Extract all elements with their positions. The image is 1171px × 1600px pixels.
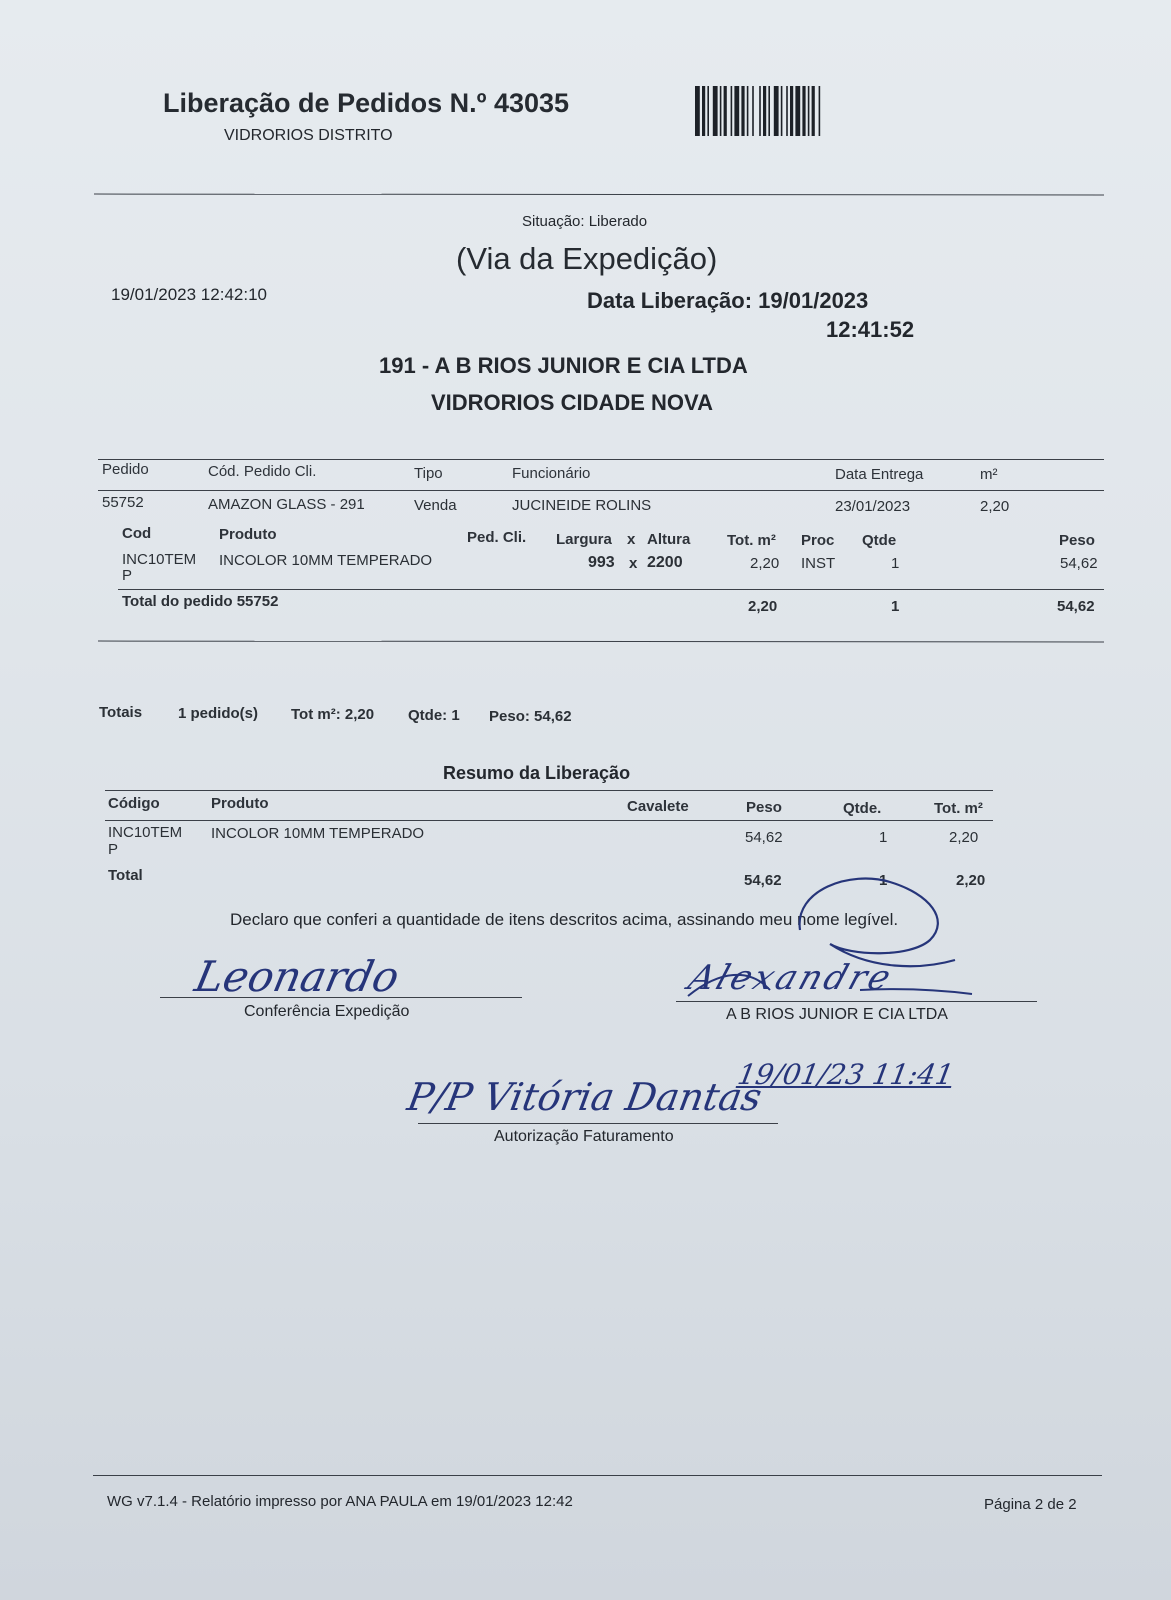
left-signature: Leonardo xyxy=(190,952,404,1001)
item-header-ped-cli: Ped. Cli. xyxy=(467,529,527,546)
summary-qtde: 1 xyxy=(879,829,888,846)
authorization-label: Autorização Faturamento xyxy=(494,1128,674,1145)
totals-m2: Tot m²: 2,20 xyxy=(291,706,375,723)
header-cod-pedido: Cód. Pedido Cli. xyxy=(208,463,317,480)
item-header-altura: Altura xyxy=(647,531,691,548)
handwritten-date: 19/01/23 11:41 xyxy=(735,1058,957,1091)
right-signature-label: A B RIOS JUNIOR E CIA LTDA xyxy=(726,1006,948,1023)
order-table-header-rule xyxy=(98,490,1104,491)
summary-product: INCOLOR 10MM TEMPERADO xyxy=(211,825,425,842)
authorization-line xyxy=(418,1123,778,1124)
item-width: 993 xyxy=(588,554,615,571)
summary-header-peso: Peso xyxy=(746,799,782,816)
header-divider xyxy=(94,194,1104,196)
item-code-line2: P xyxy=(122,567,133,584)
summary-header-produto: Produto xyxy=(211,795,269,812)
summary-code-line1: INC10TEM xyxy=(108,824,183,841)
summary-total-weight: 54,62 xyxy=(744,872,782,889)
declaration-text: Declaro que conferi a quantidade de itens descritos acima, assinando meu nome legível. xyxy=(230,910,899,929)
summary-total-qtde: 1 xyxy=(879,872,888,889)
totals-qtde: Qtde: 1 xyxy=(408,707,460,724)
item-height: 2200 xyxy=(647,554,683,571)
item-product: INCOLOR 10MM TEMPERADO xyxy=(219,552,433,569)
summary-code-line2: P xyxy=(108,841,119,858)
left-signature-label: Conferência Expedição xyxy=(244,1003,410,1020)
header-tipo: Tipo xyxy=(414,465,443,482)
summary-total-m2: 2,20 xyxy=(956,872,986,889)
item-weight: 54,62 xyxy=(1060,555,1098,572)
order-employee: JUCINEIDE ROLINS xyxy=(512,497,652,514)
order-delivery-date: 23/01/2023 xyxy=(835,498,911,515)
order-type: Venda xyxy=(414,497,457,514)
item-header-produto: Produto xyxy=(219,526,277,543)
order-total-qtde: 1 xyxy=(891,598,900,615)
order-number: 55752 xyxy=(102,494,144,511)
item-header-largura: Largura xyxy=(556,531,612,548)
company-name: VIDRORIOS DISTRITO xyxy=(224,127,393,144)
footer-rule xyxy=(93,1475,1102,1476)
barcode xyxy=(695,86,875,138)
item-proc: INST xyxy=(801,555,836,572)
item-header-cod: Cod xyxy=(122,525,152,542)
summary-top-rule xyxy=(105,790,993,791)
item-x: x xyxy=(629,555,638,572)
order-total-m2: 2,20 xyxy=(748,598,778,615)
release-time: 12:41:52 xyxy=(826,317,915,342)
summary-header-cavalete: Cavalete xyxy=(627,798,689,815)
footer-page-number: Página 2 de 2 xyxy=(984,1496,1077,1513)
authorization-signature: P/P Vitória Dantas xyxy=(404,1075,766,1119)
left-signature-line xyxy=(160,997,522,998)
order-total-weight: 54,62 xyxy=(1057,598,1095,615)
header-m2: m² xyxy=(980,466,998,483)
item-header-tot-m2: Tot. m² xyxy=(727,532,776,549)
item-header-proc: Proc xyxy=(801,532,835,549)
client-store: VIDRORIOS CIDADE NOVA xyxy=(431,390,713,415)
release-date: Data Liberação: 19/01/2023 xyxy=(587,288,869,313)
item-header-peso: Peso xyxy=(1059,532,1095,549)
item-qtde: 1 xyxy=(891,555,900,572)
totals-orders: 1 pedido(s) xyxy=(178,705,259,722)
order-table-top-rule xyxy=(98,459,1104,460)
right-signature-line xyxy=(676,1001,1037,1002)
order-total-label: Total do pedido 55752 xyxy=(122,593,279,610)
summary-title: Resumo da Liberação xyxy=(443,763,631,783)
footer-print-info: WG v7.1.4 - Relatório impresso por ANA PAULA em 19/01/2023 12:42 xyxy=(107,1493,573,1510)
header-data-entrega: Data Entrega xyxy=(835,466,924,483)
summary-header-qtde: Qtde. xyxy=(843,800,882,817)
item-header-x: x xyxy=(627,531,636,548)
summary-m2: 2,20 xyxy=(949,829,979,846)
client-name: 191 - A B RIOS JUNIOR E CIA LTDA xyxy=(379,353,748,378)
summary-weight: 54,62 xyxy=(745,829,783,846)
summary-header-codigo: Código xyxy=(108,795,160,812)
order-table-bottom-rule xyxy=(98,641,1104,643)
header-funcionario: Funcionário xyxy=(512,465,591,482)
summary-header-rule xyxy=(105,820,993,821)
item-header-qtde: Qtde xyxy=(862,532,897,549)
order-m2: 2,20 xyxy=(980,498,1010,515)
order-client-code: AMAZON GLASS - 291 xyxy=(208,496,365,513)
document-title: Liberação de Pedidos N.º 43035 xyxy=(163,88,570,118)
header-pedido: Pedido xyxy=(102,461,149,478)
right-signature-flourish xyxy=(680,960,980,1010)
print-datetime: 19/01/2023 12:42:10 xyxy=(111,285,267,304)
status-text: Situação: Liberado xyxy=(522,213,648,230)
summary-header-tot-m2: Tot. m² xyxy=(934,800,983,817)
totals-label: Totais xyxy=(99,704,143,721)
order-total-rule xyxy=(118,589,1104,590)
item-code-line1: INC10TEM xyxy=(122,551,197,568)
summary-total-label: Total xyxy=(108,867,143,884)
via-title: (Via da Expedição) xyxy=(456,241,718,276)
totals-weight: Peso: 54,62 xyxy=(489,708,572,725)
right-signature: Alexandre xyxy=(683,958,899,998)
item-tot-m2: 2,20 xyxy=(750,555,780,572)
